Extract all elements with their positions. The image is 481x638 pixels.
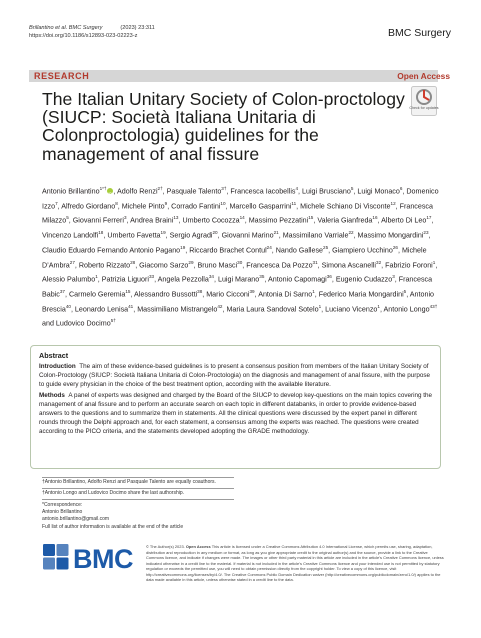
author-name[interactable]: Pasquale Talento [166,187,222,196]
author-affiliation: 1 [318,303,322,309]
author-name[interactable]: Luigi Marano [217,275,260,284]
doi-link[interactable]: https://doi.org/10.1186/s12893-023-02223-z [29,32,138,39]
author-name[interactable]: Umberto Cocozza [182,216,240,225]
author-name[interactable]: Leonardo Lenisa [74,305,129,314]
footnote-divider [42,499,234,500]
author-name[interactable]: Maria Laura Sandoval Sotelo [226,305,319,314]
author-affiliation: 37 [59,289,65,295]
author-name[interactable]: Nando Gallese [275,246,324,255]
author-affiliation: 43† [429,303,438,309]
article-type-band [29,70,438,82]
citation-authors: Brillantino et al. BMC Surgery [29,25,103,31]
author-name[interactable]: Umberto Favetta [107,231,161,240]
author-affiliation: 21 [273,230,279,236]
author-affiliation: 34 [208,274,214,280]
methods-text: A panel of experts was designed and charged by the Board of the SIUCP to develop key-questions on the main topics covering the management of anal fissure and to perform an accurate search on each topic in different databanks, in order to provide evidence-based answers to the questions and to summarize them in statements. All the clinical questions were discussed by the expert panel in different rounds through the Delphi approach and, for each statement, a consensus among the experts was reached. The questions were created according to the PICO criteria, and the statements developed adopting the GRADE methodology. [39,391,432,436]
author-name[interactable]: Claudio Eduardo Fernando Antonio Pagano [42,246,181,255]
author-affiliation: 33 [148,274,155,280]
introduction-label: Introduction [39,363,76,370]
author-affiliation: 18 [98,230,104,236]
footnote-equal-contribution: †Antonio Brillantino, Adolfo Renzi and Pasquale Talento are equally coauthors. [42,479,216,485]
article-type-label: RESEARCH [34,71,90,81]
author-name[interactable]: Francesca Iacobellis [230,187,296,196]
footnote-divider [42,477,234,478]
author-name[interactable]: Fabrizio Foroni [385,260,433,269]
author-name[interactable]: Antonio Longo [383,305,430,314]
author-affiliation: 22 [348,230,354,236]
author-name[interactable]: Mario Cicconi [206,290,250,299]
author-affiliation: 24 [266,244,272,250]
author-name[interactable]: Luigi Brusciano [302,187,351,196]
author-affiliation: 8 [115,200,118,206]
author-name[interactable]: Giacomo Sarzo [139,260,189,269]
copyright-lead: © The Author(s) 2023. [146,544,185,549]
running-header [29,25,155,40]
orcid-icon[interactable] [107,188,113,194]
license-body: This article is licensed under a Creative Commons Attribution 4.0 International License, which permits use, sharing, adaptation, distribution and reproduction in any medium or format, as long as you give appropriate credit to the original author(s) and the source, provide a link to the Creative Commons licence, and indicate if changes were made. The images or other third party material in this article are included in the article’s Creative Commons licence, unless indicated otherwise in a credit line to the material. If material is not included in the article’s Creative Commons licence and your intended use is not permitted by statutory regulation or exceeds the permitted use, you will need to obtain permission directly from the copyright holder. To view a copy of this licence, visit http://creativecommons.org/licenses/by/4.0/. The Creative Commons Public Domain Dedication waiver (http://creativecommons.org/publicdomain/zero/1.0/) applies to the data made available in this article, unless otherwise stated in a credit line to the data. [146,544,444,582]
author-affiliation: 41 [128,303,134,309]
methods-label: Methods [39,391,65,399]
author-affiliation: 1*† [99,186,107,191]
author-affiliation: 16 [372,215,378,221]
author-name[interactable]: Giampiero Ucchino [332,246,393,255]
bmc-logo-text: BMC [73,544,133,574]
author-affiliation: 29 [188,259,194,265]
author-affiliation: 19 [160,230,166,236]
author-name[interactable]: Simona Ascanelli [321,260,377,269]
author-name[interactable]: Corrado Fantini [171,202,221,211]
author-affiliation: 5† [110,318,116,324]
author-affiliation: 32 [376,259,382,265]
bmc-logo [43,542,133,574]
author-name[interactable]: Eugenio Cudazzo [335,275,393,284]
author-name[interactable]: Francesca Da Pozzo [246,260,313,269]
abstract-introduction [39,362,434,389]
author-name[interactable]: Francesca Babic [42,275,433,299]
author-list: Antonio Brillantino$^{1*\dagger}$iD , Adolfo Renzi$^{2\dagger}$, Pasquale Talento$^{3\dagger}$, Francesca Iacobellis$^4$, Luigi Brusciano$^5$, Luigi Monaco$^6$, Domenico Izzo$^7$, Alfredo Giordano$^8$, Michele Pinto$^9$, Corrado Fantini$^{10}$, Marcello Gasparrini$^{11}$, Michele Schiano Di Visconte$^{12}$, Francesca Milazzo$^5$, Giovanni Ferreri$^3$, Andrea Braini$^{13}$, Umberto Cocozza$^{14}$, Massimo Pezzatini$^{15}$, Valeria Gianfreda$^{16}$, Alberto Di Leo$^{17}$, Vincenzo Landolfi$^{18}$, Umberto Favetta$^{19}$, Sergio Agradi$^{20}$, Giovanni Marino$^{21}$, Massimilano Varriale$^{22}$, Massimo Mongardini$^{23}$, Claudio Eduardo Fernando Antonio Pagano$^{19}$, Riccardo Brachet Contul$^{24}$, Nando Gallese$^{25}$, Giampiero Ucchino$^{26}$, Michele D’Ambra$^{27}$, Roberto Rizzato$^{28}$, Giacomo Sarzo$^{29}$, Bruno Masci$^{30}$, Francesca Da Pozzo$^{31}$, Simona Ascanelli$^{32}$, Fabrizio Foroni$^1$, Alessio Palumbo$^1$, Patrizia Liguori$^{33}$, Angela Pezzolla$^{34}$, Luigi Marano$^{35}$, Antonio Capomagi$^{36}$, Eugenio Cudazzo$^3$, Francesca Babic$^{37}$, Carmelo Geremia$^{15}$, Alessandro Bussotti$^{38}$, Mario Cicconi$^{39}$, Antonia Di Sarno$^1$, Federico Maria Mongardini$^5$, Antonio Brescia$^{40}$, Leonardo Lenisa$^{41}$, Massimiliano Mistrangelo$^{42}$, Maria Laura Sandoval Sotelo$^1$, Luciano Vicenzo$^1$, Antonio Longo$^{43\dagger}$ and Ludovico Docimo$^{5\dagger}$ [42,183,442,330]
author-affiliation: 36 [326,274,332,280]
footnote-last-authorship: †Antonio Longo and Ludovico Docimo share the last authorship. [42,490,185,496]
author-name[interactable]: Alessandro Bussotti [134,290,198,299]
abstract-body [39,362,434,438]
author-name[interactable]: Antonia Di Sarno [258,290,313,299]
author-name[interactable]: Patrizia Liguori [101,275,149,284]
author-name[interactable]: Carmelo Geremia [68,290,126,299]
author-affiliation: 19 [180,244,186,250]
author-affiliation: 5 [403,289,407,295]
author-affiliation: 12 [390,200,396,206]
author-name[interactable]: Massimilano Varriale [282,231,349,240]
correspondence-label: *Correspondence: [42,502,83,508]
author-name[interactable]: Massimo Pezzatini [248,216,309,225]
author-name[interactable]: Luciano Vicenzo [325,305,378,314]
author-name[interactable]: Alessio Palumbo [42,275,96,284]
author-name[interactable]: Bruno Masci [197,260,238,269]
author-affiliation: 15 [308,215,314,221]
correspondence-email[interactable]: antonio.brillantino@gmail.com [42,516,110,523]
author-affiliation: 14 [239,215,245,221]
author-affiliation: 17 [426,215,432,221]
author-name[interactable]: Vincenzo Landolfi [42,231,99,240]
author-name[interactable]: Andrea Braini [130,216,174,225]
author-affiliation: 7 [55,200,58,206]
author-affiliation: 1 [377,303,380,309]
author-affiliation: 30 [237,259,243,265]
correspondence-block [42,502,252,531]
author-name[interactable]: Roberto Rizzato [78,260,131,269]
author-affiliation: 39 [249,289,255,295]
author-affiliation: 1 [432,259,436,265]
author-affiliation: 9 [164,200,168,206]
author-affiliation: 1 [95,274,98,280]
author-affiliation: 13 [173,215,179,221]
article-title: The Italian Unitary Society of Colon-proctology (SIUCP: Società Italiana Unitaria di Colonproctologia) guidelines for the management of anal fissure [42,89,405,164]
author-name[interactable]: Massimiliano Mistrangelo [137,305,218,314]
author-name[interactable]: Valeria Gianfreda [317,216,373,225]
author-name[interactable]: Riccardo Brachet Contul [189,246,267,255]
author-affiliation: 3 [392,274,395,280]
author-name[interactable]: Federico Maria Mongardini [318,290,404,299]
author-affiliation: 2† [157,186,163,191]
author-affiliation: 10 [220,200,226,206]
license-text-block [146,544,444,583]
author-affiliation: 3 [123,215,127,221]
author-affiliation: 28 [130,259,136,265]
author-name[interactable]: Adolfo Renzi [117,187,158,196]
author-name[interactable]: Ludovico Docimo [55,319,111,328]
author-name[interactable]: Michele D’Ambra [42,246,427,269]
author-name[interactable]: Massimo Mongardini [357,231,424,240]
bmc-logo-mark [43,542,133,574]
introduction-text: The aim of these evidence-based guidelines is to present a consensus position from members of the Italian Unitary Society of Colon-Proctology (SIUCP: Società Italiana Unitaria di Colon-Proctologia) on the diagnosis and management of anal fissure, with the purpose to guide every physician in the choice of the best treatment option, according with the available literature. [39,363,430,389]
check-for-updates-text: Check for updates [409,106,439,110]
author-affiliation: 1 [312,289,315,295]
author-affiliation: 25 [323,244,329,250]
abstract-methods [39,391,434,436]
author-name[interactable]: Michele Pinto [121,202,165,211]
author-name[interactable]: Angela Pezzolla [157,275,209,284]
author-affiliation: 35 [259,274,265,280]
author-affiliation: 42 [217,303,223,309]
author-affiliation: 4 [295,186,299,191]
author-name[interactable]: Giovanni Ferreri [72,216,124,225]
author-affiliation: 20 [212,230,218,236]
author-affiliation: 6 [399,186,403,191]
author-name[interactable]: Luigi Monaco [357,187,400,196]
check-for-updates-badge[interactable] [411,86,437,116]
journal-name: BMC Surgery [387,27,451,39]
author-name[interactable]: Antonio Brescia [42,290,435,314]
open-access-label: Open Access [397,71,450,81]
correspondence-name: Antonio Brillantino [42,509,83,516]
citation-year-volume: (2023) 23:311 [120,25,155,31]
author-affiliation: 40 [65,303,71,309]
author-name[interactable]: Marcello Gasparrini [229,202,292,211]
author-affiliation: 5 [66,215,69,221]
author-name[interactable]: Alfredo Giordano [61,202,116,211]
author-affiliation: 27 [69,259,75,265]
author-name[interactable]: Giovanni Marino [221,231,274,240]
author-affiliation: 5 [350,186,354,191]
author-name[interactable]: Sergio Agradi [169,231,213,240]
author-name[interactable]: Alberto Di Leo [381,216,427,225]
affiliations-note: Full list of author information is available at the end of the article [42,523,184,530]
author-affiliation: 3† [221,186,227,191]
author-affiliation: 38 [197,289,203,295]
author-affiliation: 15 [125,289,131,295]
license-open-access: Open Access [185,544,211,549]
abstract-heading: Abstract [39,351,69,360]
author-affiliation: 11 [291,200,297,206]
footnote-divider [42,488,234,489]
author-name[interactable]: Francesca Milazzo [42,202,433,225]
check-for-updates-icon [411,86,437,116]
author-affiliation: 31 [312,259,318,265]
author-affiliation: 26 [392,244,398,250]
author-affiliation: 23 [423,230,429,236]
author-name[interactable]: Antonio Brillantino [42,187,100,196]
author-name[interactable]: Michele Schiano Di Visconte [300,202,391,211]
author-name[interactable]: Antonio Capomagi [267,275,327,284]
author-name[interactable]: Domenico Izzo [42,187,439,211]
